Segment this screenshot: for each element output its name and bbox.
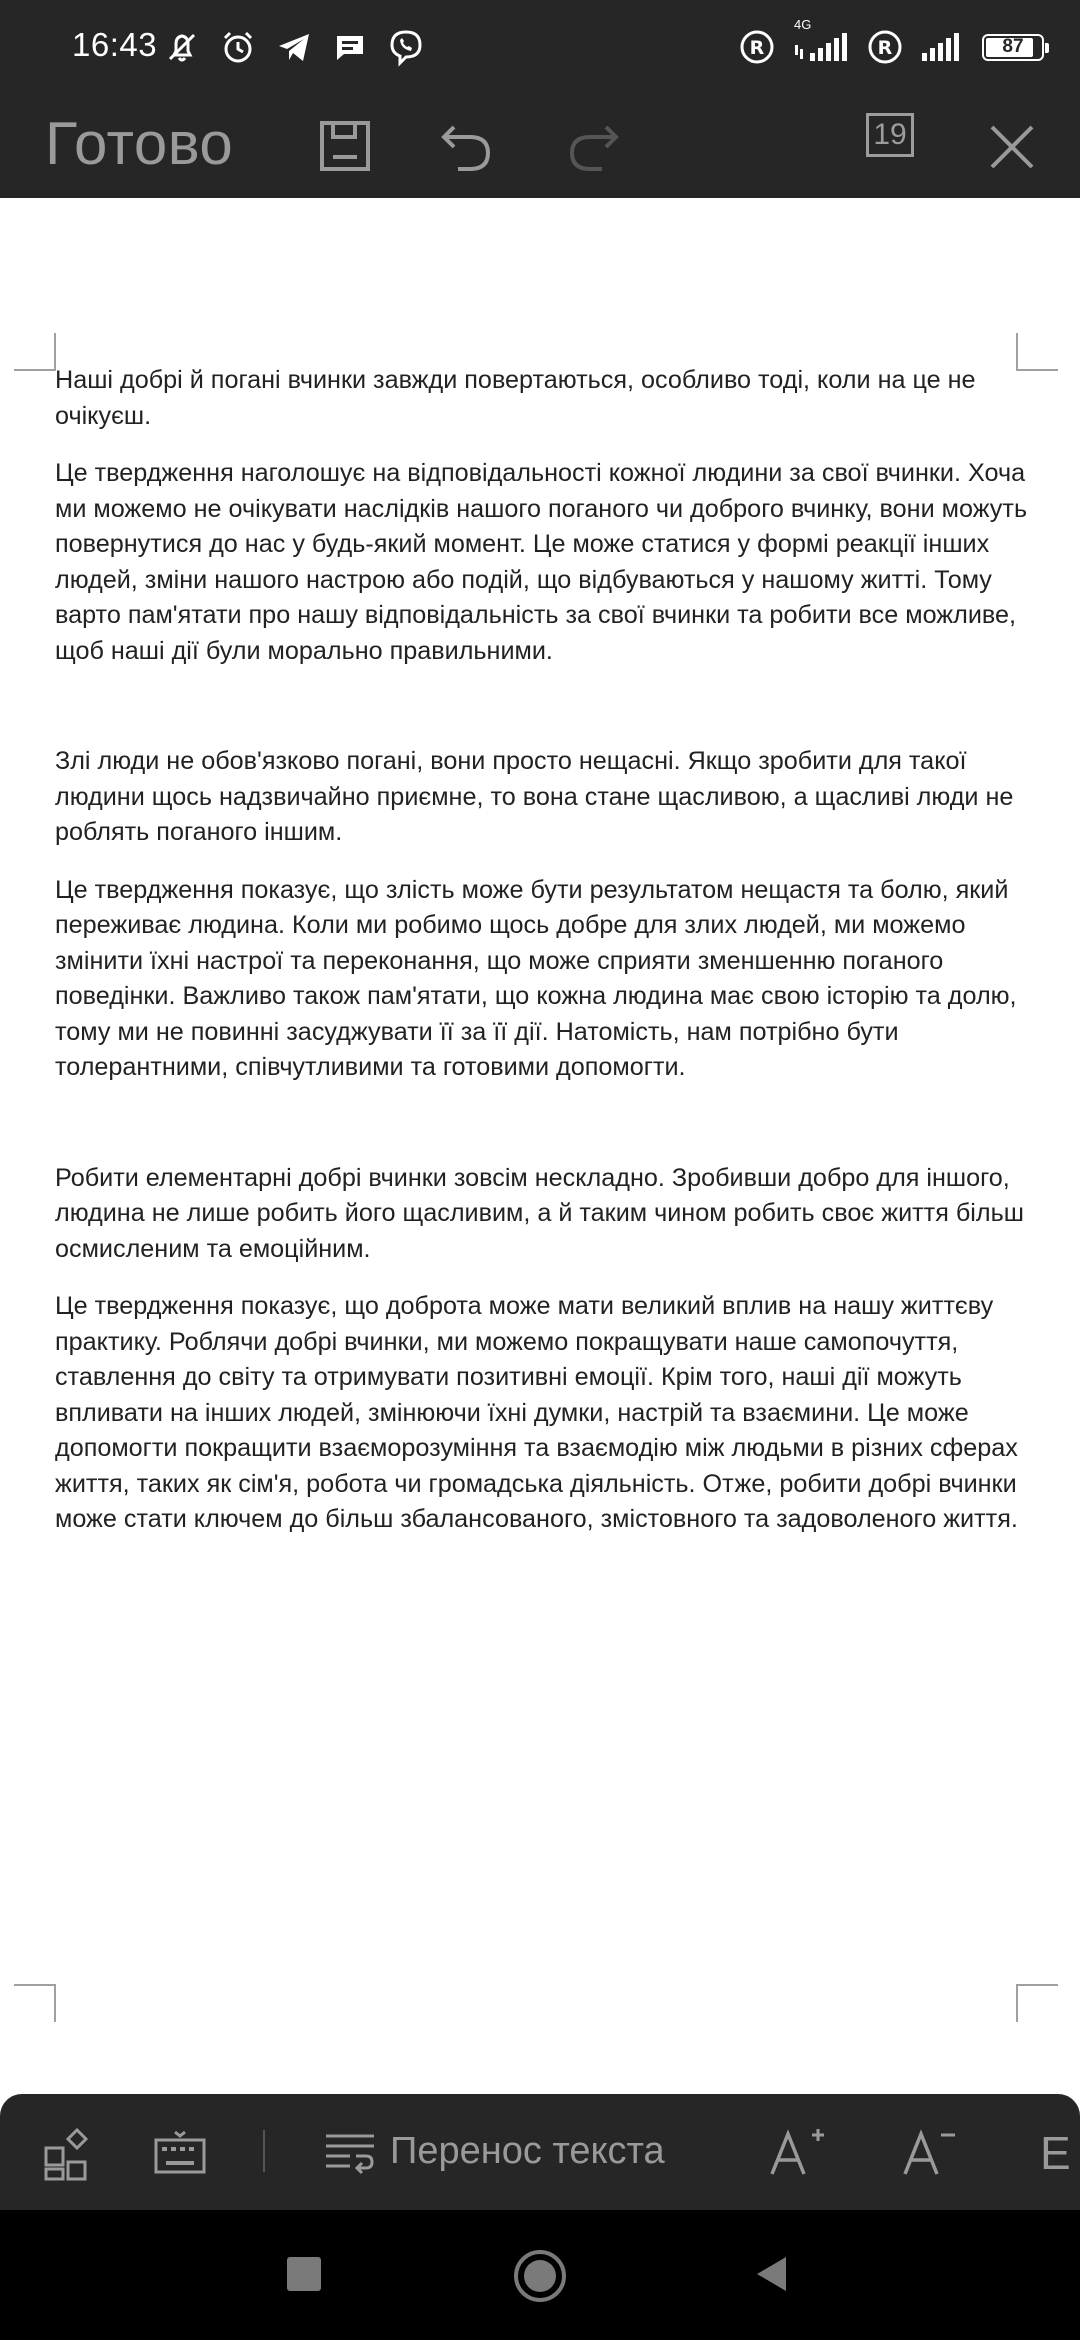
roaming-icon bbox=[738, 28, 776, 66]
notification-icons bbox=[162, 22, 426, 72]
status-time: 16:43 bbox=[72, 26, 158, 63]
font-decrease-icon[interactable] bbox=[895, 2122, 965, 2182]
apps-icon[interactable] bbox=[40, 2122, 100, 2182]
page-corner-mark bbox=[1016, 1984, 1058, 2022]
text-wrap-icon[interactable] bbox=[320, 2122, 380, 2182]
save-icon[interactable] bbox=[305, 107, 385, 187]
message-icon bbox=[330, 27, 370, 67]
font-style-button[interactable]: E bbox=[1040, 2127, 1071, 2179]
telegram-icon bbox=[274, 27, 314, 67]
editor-toolbar bbox=[0, 95, 1080, 198]
paragraph[interactable]: Наші добрі й погані вчинки завжди повертаються, особливо тоді, коли на це не очікуєш. bbox=[55, 366, 976, 430]
svg-text:R: R bbox=[749, 37, 765, 59]
alarm-icon bbox=[218, 27, 258, 67]
document-text[interactable] bbox=[55, 363, 1040, 1560]
page-corner-mark bbox=[14, 1984, 56, 2022]
battery-level: 87 bbox=[1002, 36, 1024, 57]
recents-icon[interactable] bbox=[286, 2256, 322, 2292]
paragraph[interactable]: Злі люди не обов'язково погані, вони просто нещасні. Якщо зробити для такої людини щось надзвичайно приємне, то вона стане щасливою, а щасливі люди не роблять поганого іншим. bbox=[55, 747, 1014, 846]
navigation-bar bbox=[0, 2210, 1080, 2340]
system-icons bbox=[738, 17, 1044, 72]
paragraph[interactable]: Це твердження показує, що доброта може мати великий вплив на нашу життєву практику. Роблячи добрі вчинки, ми можемо покращувати наше самопочуття, ставлення до світу та отримувати позитивні емоції. Крім того, наші дії можуть впливати на інших людей, змінюючи їхні думки, настрій та взаємини. Це може допомогти покращити взаєморозуміння та взаємодію між людьми в різних сферах життя, таких як сім'я, робота чи громадська діяльність. Отже, робити добрі вчинки може стати ключем до більш збалансованого, змістовного та задоволеного життя. bbox=[55, 1292, 1018, 1533]
bell-muted-icon bbox=[162, 27, 202, 67]
home-icon[interactable] bbox=[512, 2248, 568, 2304]
close-icon[interactable] bbox=[972, 107, 1052, 187]
network-type: 4G bbox=[794, 17, 812, 32]
back-icon[interactable] bbox=[752, 2254, 792, 2294]
status-bar bbox=[0, 0, 1080, 95]
done-button[interactable]: Готово bbox=[45, 110, 234, 177]
toolbar-divider bbox=[263, 2130, 265, 2172]
signal-icon bbox=[792, 27, 850, 67]
bottom-toolbar bbox=[0, 2094, 1080, 2210]
undo-icon[interactable] bbox=[428, 107, 508, 187]
page-count-icon[interactable] bbox=[866, 113, 914, 157]
paragraph[interactable]: Це твердження показує, що злість може бути результатом нещастя та болю, який переживає людина. Коли ми робимо щось добре для злих людей, ми можемо змінити їхні настрої та переконання, що може сприяти зменшенню поганого поведінки. Важливо також пам'ятати, що кожна людина має свою історію та долю, тому ми не повинні засуджувати її за її дії. Натомість, нам потрібно бути толерантними, співчутливими та готовими допомогти. bbox=[55, 875, 1017, 1081]
font-increase-icon[interactable] bbox=[762, 2122, 832, 2182]
roaming-icon bbox=[866, 28, 904, 66]
document-page[interactable] bbox=[0, 198, 1080, 2094]
signal-icon bbox=[920, 27, 966, 67]
wrap-text-button[interactable]: Перенос текста bbox=[390, 2130, 665, 2172]
paragraph[interactable]: Це твердження наголошує на відповідальності кожної людини за свої вчинки. Хоча ми можемо не очікувати наслідків нашого поганого чи доброго вчинку, вони можуть повернутися до нас у будь-який момент. Це може статися у формі реакції інших людей, зміни нашого настрою або подій, що відбуваються у нашому житті. Тому варто пам'ятати про нашу відповідальність за свої вчинки та робити все можливе, щоб наші дії були морально правильними. bbox=[55, 459, 1028, 665]
page-corner-mark bbox=[14, 333, 56, 371]
paragraph[interactable]: Робити елементарні добрі вчинки зовсім нескладно. Зробивши добро для іншого, людина не лише робить його щасливим, а й таким чином робить своє життя більш осмисленим та емоційним. bbox=[55, 1163, 1024, 1263]
viber-icon bbox=[386, 27, 426, 67]
redo-icon[interactable] bbox=[552, 107, 632, 187]
svg-text:R: R bbox=[877, 37, 893, 59]
keyboard-icon[interactable] bbox=[150, 2122, 210, 2182]
battery-icon bbox=[982, 34, 1044, 61]
page-count: 19 bbox=[873, 118, 907, 151]
